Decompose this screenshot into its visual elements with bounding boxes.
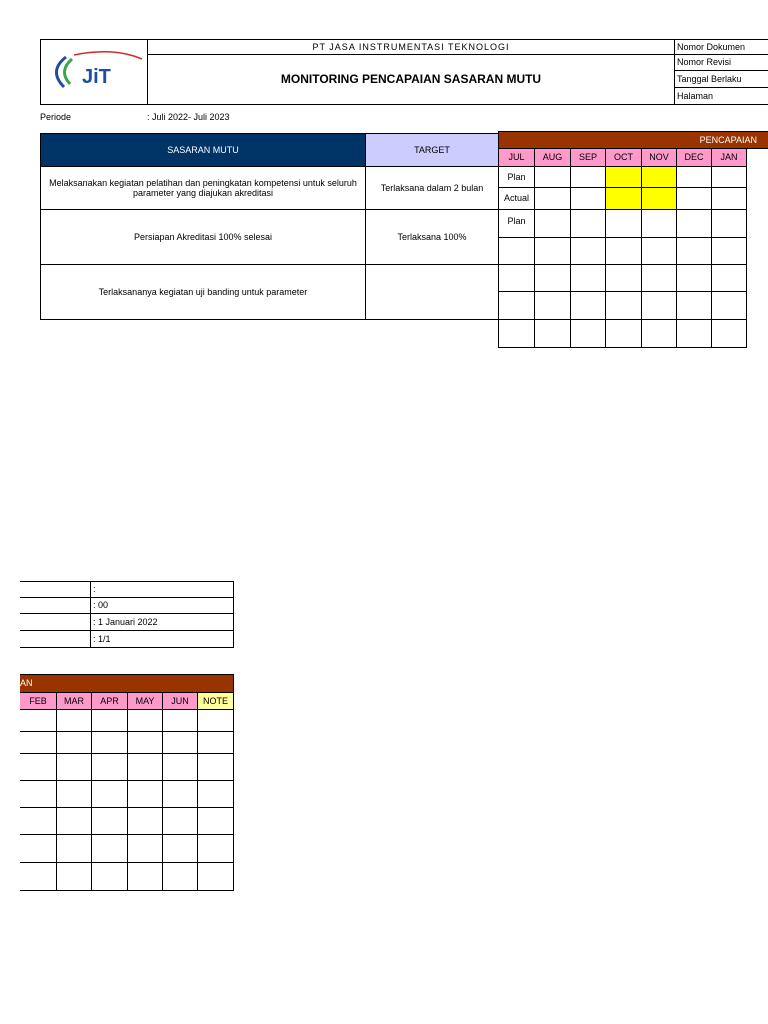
meta-value-cell [20,597,91,614]
month-cell [91,709,128,732]
pencapaian-header-text: PENCAPAIAN [699,134,757,145]
target-cell [365,264,499,320]
month-cell [676,187,712,210]
month-cell [162,780,198,808]
month-cell [91,862,128,891]
month-cell [127,780,163,808]
month-cell [91,731,128,754]
month-cell [197,753,234,781]
meta-label-text: Tanggal Berlaku [677,73,742,84]
month-cell [534,237,571,265]
month-cell [127,807,163,835]
month-cell [641,264,677,292]
month-cell [498,264,535,292]
month-cell [605,237,642,265]
meta-value-nomor-revisi [90,597,234,614]
meta-value-text: : 00 [93,600,109,611]
month-cell [56,862,92,891]
month-cell [570,166,606,188]
month-cell [641,319,677,348]
month-cell [20,709,57,732]
sasaran-mutu-header [40,133,366,167]
month-header-text: DEC [684,152,704,163]
month-cell [127,862,163,891]
month-cell [20,862,57,891]
month-header [605,148,642,167]
month-cell [91,780,128,808]
month-header [91,692,128,710]
target-text: Terlaksana dalam 2 bulan [380,182,484,193]
page-title [147,54,675,105]
month-header-text: AUG [542,152,563,163]
month-header [56,692,92,710]
month-cell [641,291,677,320]
pencapaian-header-continued [20,674,234,693]
meta-label-tanggal-berlaku [674,70,768,88]
month-cell [676,319,712,348]
target-header-text: TARGET [414,144,450,155]
target-header [365,133,499,167]
meta-label-text: Nomor Dokumen [677,41,746,52]
month-cell [162,862,198,891]
page-title-text: MONITORING PENCAPAIAN SASARAN MUTU [280,71,542,86]
month-cell [570,264,606,292]
meta-value-cell [20,581,91,598]
month-cell [711,319,747,348]
month-header-text: OCT [614,152,633,163]
logo-cell [40,39,148,105]
month-header [498,148,535,167]
sasaran-text: Terlaksananya kegiatan uji banding untuk parameter [98,286,308,297]
month-header [20,692,57,710]
month-cell [20,731,57,754]
month-cell [127,753,163,781]
month-cell [605,187,642,210]
month-cell [162,834,198,863]
month-header [534,148,571,167]
meta-value-cell [20,630,91,648]
month-header-text: JAN [720,152,738,163]
month-cell [605,264,642,292]
month-cell [676,209,712,238]
month-cell [127,834,163,863]
month-cell [162,753,198,781]
month-cell [570,187,606,210]
month-header-text: JUL [508,152,525,163]
sasaran-cell [40,209,366,265]
target-cell [365,166,499,210]
month-cell [641,166,677,188]
month-cell [676,166,712,188]
month-cell [605,209,642,238]
month-cell [197,862,234,891]
month-cell [570,209,606,238]
month-cell [711,166,747,188]
month-cell [197,807,234,835]
month-header-text: FEB [29,695,47,706]
month-cell [570,237,606,265]
plan-label [498,166,535,188]
month-cell [20,834,57,863]
jit-logo-icon [44,49,144,95]
month-cell [56,834,92,863]
month-header-text: SEP [578,152,597,163]
month-cell [570,291,606,320]
meta-value-text: : [93,584,96,595]
month-cell [711,187,747,210]
month-header [570,148,606,167]
plan-label [498,209,535,238]
month-cell [498,291,535,320]
month-header-text: MAY [135,695,155,706]
note-header-text: NOTE [202,695,228,706]
month-cell [534,209,571,238]
plan-label-text: Plan [507,171,526,182]
month-cell [197,731,234,754]
month-cell [676,291,712,320]
month-header [127,692,163,710]
month-header [641,148,677,167]
sasaran-text: Persiapan Akreditasi 100% selesai [133,231,273,242]
pencapaian-header [498,131,768,149]
month-cell [711,237,747,265]
month-header [162,692,198,710]
target-text: Terlaksana 100% [397,231,467,242]
meta-label-text: Nomor Revisi [677,57,732,68]
month-cell [534,319,571,348]
month-cell [570,319,606,348]
meta-value-cell [20,613,91,631]
company-name-text: PT JASA INSTRUMENTASI TEKNOLOGI [312,41,510,52]
periode-value: : Juli 2022- Juli 2023 [147,112,230,122]
meta-value-nomor-dokumen [90,581,234,598]
month-cell [127,709,163,732]
month-header-text: NOV [649,152,669,163]
month-cell [56,780,92,808]
month-header-text: JUN [171,695,189,706]
month-cell [534,187,571,210]
sasaran-text: Melaksanakan kegiatan pelatihan dan peningkatan kompetensi untuk seluruh parameter yang diajukan akreditasi [49,177,357,198]
month-cell [711,209,747,238]
month-cell [605,291,642,320]
month-cell [162,731,198,754]
meta-value-text: : 1 Januari 2022 [93,616,158,627]
month-cell [641,187,677,210]
month-cell [56,709,92,732]
month-header-text: APR [100,695,119,706]
periode-label: Periode [40,112,72,122]
sasaran-cell [40,166,366,210]
logo-text: JiT [82,66,111,88]
month-cell [605,166,642,188]
month-cell [641,237,677,265]
month-cell [56,753,92,781]
meta-label-halaman [674,87,768,105]
company-name [147,39,675,55]
month-cell [197,834,234,863]
month-cell [20,753,57,781]
plan-label-text: Plan [507,216,526,226]
meta-value-halaman [90,630,234,648]
note-header [197,692,234,710]
month-header-text: MAR [64,695,84,706]
month-cell [534,291,571,320]
actual-label [498,187,535,210]
month-cell [162,709,198,732]
meta-value-tanggal-berlaku [90,613,234,631]
month-cell [20,780,57,808]
month-cell [711,291,747,320]
month-cell [91,753,128,781]
month-cell [91,807,128,835]
meta-label-text: Halaman [677,90,714,101]
month-cell [162,807,198,835]
sasaran-cell [40,264,366,320]
month-cell [711,264,747,292]
actual-label [498,237,535,265]
month-cell [534,166,571,188]
month-cell [641,209,677,238]
meta-label-nomor-dokumen [674,39,768,55]
actual-label-text: Actual [503,193,529,204]
month-cell [498,319,535,348]
month-cell [20,807,57,835]
month-cell [676,264,712,292]
month-cell [56,731,92,754]
month-cell [197,709,234,732]
month-cell [197,780,234,808]
month-cell [127,731,163,754]
meta-label-nomor-revisi [674,54,768,71]
month-cell [605,319,642,348]
month-cell [56,807,92,835]
pencapaian-tail-text: AN [20,678,33,689]
month-header [676,148,712,167]
month-cell [91,834,128,863]
target-cell [365,209,499,265]
sasaran-mutu-header-text: SASARAN MUTU [167,144,239,155]
month-cell [534,264,571,292]
month-header [711,148,747,167]
meta-value-text: : 1/1 [93,633,111,644]
month-cell [676,237,712,265]
